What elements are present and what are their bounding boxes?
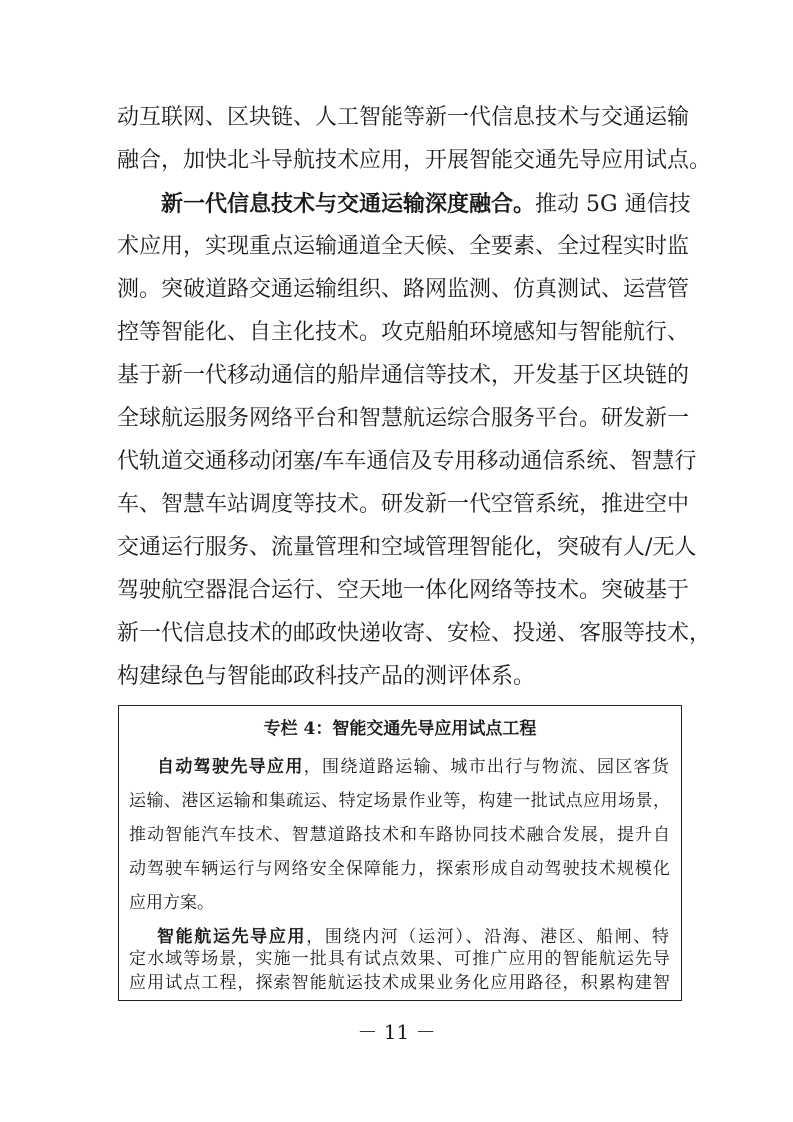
paragraph-line: 新一代信息技术的邮政快递收寄、安检、投递、客服等技术， bbox=[117, 621, 712, 646]
box-heading: 智能航运先导应用 bbox=[157, 927, 307, 947]
box-first-line bbox=[157, 754, 669, 780]
paragraph-line: 车、智慧车站调度等技术。研发新一代空管系统，推进空中 bbox=[117, 492, 690, 517]
paragraph-line: 构建绿色与智能邮政科技产品的测评体系。 bbox=[117, 664, 536, 689]
paragraph-text: 推动 5G 通信技 bbox=[535, 192, 691, 217]
paragraph-heading: 新一代信息技术与交通运输深度融合。 bbox=[161, 191, 536, 217]
paragraph-line: 驾驶航空器混合运行、空天地一体化网络等技术。突破基于 bbox=[117, 578, 690, 603]
paragraph-line: 控等智能化、自主化技术。攻克船舶环境感知与智能航行、 bbox=[117, 320, 690, 345]
paragraph-line: 交通运行服务、流量管理和空域管理智能化，突破有人/无人 bbox=[117, 535, 697, 560]
paragraph-first-line bbox=[161, 189, 691, 220]
paragraph-line: 基于新一代移动通信的船岸通信等技术，开发基于区块链的 bbox=[117, 363, 690, 388]
box-line: 定水域等场景，实施一批具有试点效果、可推广应用的智能航运先导 bbox=[129, 949, 670, 969]
box-line: 应用方案。 bbox=[129, 893, 214, 913]
paragraph-line: 动互联网、区块链、人工智能等新一代信息技术与交通运输 bbox=[117, 105, 690, 130]
box-line: 应用试点工程，探索智能航运技术成果业务化应用路径，积累构建智 bbox=[129, 973, 670, 993]
sidebar-box bbox=[118, 705, 682, 1001]
paragraph-line: 全球航运服务网络平台和智慧航运综合服务平台。研发新一 bbox=[117, 406, 690, 431]
page-number: － 11 － bbox=[357, 1020, 436, 1044]
paragraph-line: 术应用，实现重点运输通道全天候、全要素、全过程实时监 bbox=[117, 234, 690, 259]
box-heading: 自动驾驶先导应用 bbox=[157, 757, 304, 777]
box-title: 专栏 4：智能交通先导应用试点工程 bbox=[263, 719, 537, 739]
box-text: ，围绕内河（运河）、沿海、港区、船闸、特 bbox=[306, 927, 670, 947]
paragraph-line: 测。突破道路交通运输组织、路网监测、仿真测试、运营管 bbox=[117, 277, 690, 302]
box-line: 运输、港区运输和集疏运、特定场景作业等，构建一批试点应用场景， bbox=[129, 791, 670, 811]
box-line: 动驾驶车辆运行与网络安全保障能力，探索形成自动驾驶技术规模化 bbox=[129, 859, 670, 879]
paragraph-line: 融合，加快北斗导航技术应用，开展智能交通先导应用试点。 bbox=[117, 148, 712, 173]
box-line: 推动智能汽车技术、智慧道路技术和车路协同技术融合发展，提升自 bbox=[129, 825, 670, 845]
box-text: ，围绕道路运输、城市出行与物流、园区客货 bbox=[303, 757, 670, 777]
paragraph-line: 代轨道交通移动闭塞/车车通信及专用移动通信系统、智慧行 bbox=[117, 449, 697, 474]
